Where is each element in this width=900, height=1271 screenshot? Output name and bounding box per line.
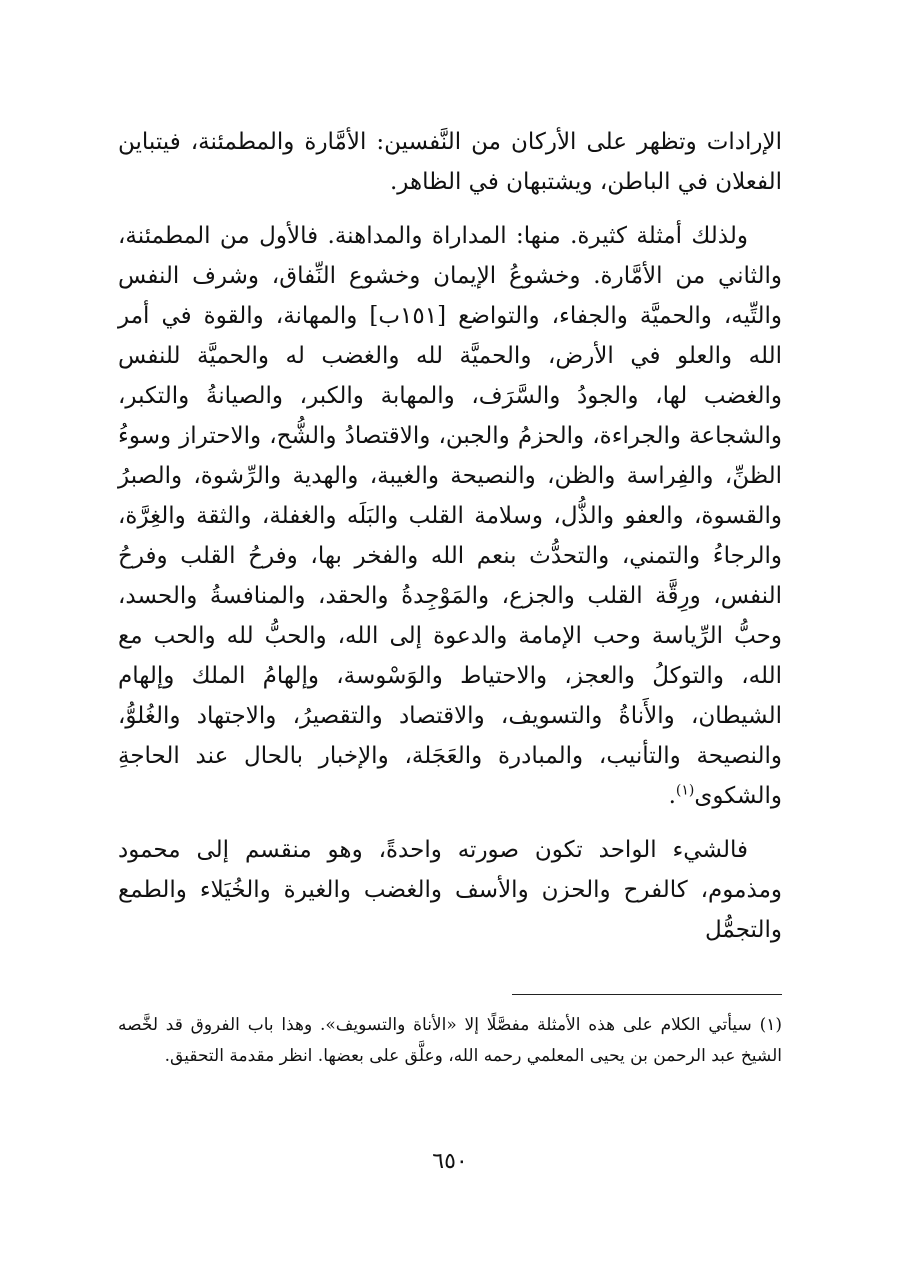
paragraph-conclusion [118,830,782,950]
footnote-reference-1[interactable]: (١) [675,782,695,799]
main-text-block [118,122,782,950]
footnote-1: (١) سيأتي الكلام على هذه الأمثلة مفصَّلًا إلا «الأناة والتسويف». وهذا باب الفروق قد لخَّصه الشيخ عبد الرحمن بن يحيى المعلمي رحمه الله، وعلَّق على بعضها. انظر مقدمة التحقيق. [118,1015,782,1066]
paragraph-3-text: فالشيء الواحد تكون صورته واحدةً، وهو منقسم إلى محمود ومذموم، كالفرح والحزن والأسف والغضب والغيرة والخُيَلاء والطمع والتجمُّل [118,837,782,943]
paragraph-examples [118,216,782,816]
footnotes-block [118,1010,782,1072]
footnote-separator [512,994,782,995]
paragraph-2-text: ولذلك أمثلة كثيرة. منها: المداراة والمداهنة. فالأول من المطمئنة، والثاني من الأمَّارة. وخشوعُ الإيمان وخشوع النِّفاق، وشرف النفس والتِّيه، والحميَّة والجفاء، والتواضع [١٥١ب] والمهانة، والقوة في أمر الله والعلو في الأرض، والحميَّة لله والغضب له والحميَّة للنفس والغضب لها، والجودُ والسَّرَف، والمهابة والكبر، والصيانةُ والتكبر، والشجاعة والجراءة، والحزمُ والجبن، والاقتصادُ والشُّح، والاحتراز وسوءُ الظنِّ، والفِراسة والظن، والنصيحة والغيبة، والهدية والرِّشوة، والصبرُ والقسوة، والعفو والذُّل، وسلامة القلب والبَلَه والغفلة، والثقة والغِرَّة، والرجاءُ والتمني، والتحدُّث بنعم الله والفخر بها، وفرحُ القلب وفرحُ النفس، ورِقَّة القلب والجزع، والمَوْجِدةُ والحقد، والمنافسةُ والحسد، وحبُّ الرِّياسة وحب الإمامة والدعوة إلى الله، والحبُّ لله والحب مع الله، والتوكلُ والعجز، والاحتياط والوَسْوسة، وإلهامُ الملك وإلهام الشيطان، والأَناةُ والتسويف، والاقتصاد والتقصيرُ، والاجتهاد والغُلوُّ، والنصيحة والتأنيب، والمبادرة والعَجَلة، والإخبار بالحال عند الحاجةِ والشكوى [118,223,783,809]
paragraph-2-end: . [668,783,676,809]
paragraph-continuation [118,122,782,202]
paragraph-1-text: الإرادات وتظهر على الأركان من النَّفسين: الأمَّارة والمطمئنة، فيتباين الفعلان في الباطن، ويشتبهان في الظاهر. [118,129,782,195]
page-number: ٦٥٠ [432,1149,468,1174]
